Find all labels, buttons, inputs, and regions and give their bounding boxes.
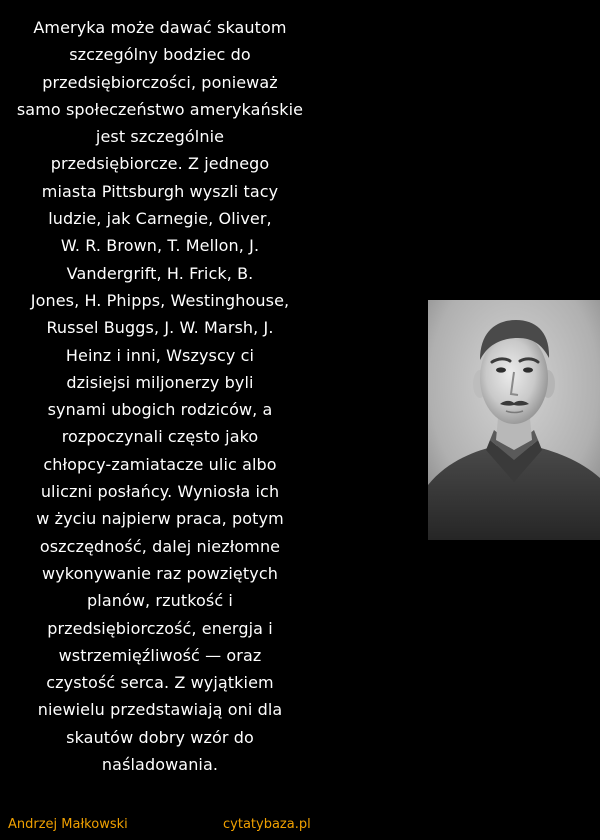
quote-line: dzisiejsi miljonerzy byli (66, 372, 254, 392)
quote-line: oszczędność, dalej niezłomne (39, 536, 281, 556)
author-portrait (428, 300, 600, 540)
quote-line: W. R. Brown, T. Mellon, J. (60, 236, 260, 256)
quote-line: wykonywanie raz powziętych (42, 563, 278, 583)
quote-line: synami ubogich rodziców, a (47, 400, 273, 420)
quote-line: skautów dobry wzór do (66, 727, 254, 747)
quote-line: ludzie, jak Carnegie, Oliver, (48, 209, 272, 229)
quote-line: przedsiębiorczości, ponieważ (42, 72, 278, 92)
quote-line: szczególny bodziec do (69, 45, 251, 65)
quote-line: przedsiębiorczość, energja i (47, 618, 273, 638)
author-name: Andrzej Małkowski (8, 817, 128, 832)
quote-line: Jones, H. Phipps, Westinghouse, (30, 290, 290, 310)
site-name[interactable]: cytatybaza.pl (223, 817, 311, 832)
quote-line: w życiu najpierw praca, potym (36, 509, 284, 529)
quote-line: Vandergrift, H. Frick, B. (66, 263, 254, 283)
quote-line: naśladowania. (101, 755, 219, 775)
quote-line: Russel Buggs, J. W. Marsh, J. (46, 318, 274, 338)
quote-line: jest szczególnie (95, 127, 225, 147)
quote-line: wstrzemięźliwość — oraz (58, 645, 262, 665)
quote-line: samo społeczeństwo amerykańskie (16, 99, 304, 119)
quote-line: uliczni posłańcy. Wyniosła ich (40, 482, 280, 502)
quote-line: Ameryka może dawać skautom (33, 18, 287, 37)
quote-line: przedsiębiorcze. Z jednego (50, 154, 270, 174)
quote-line: miasta Pittsburgh wyszli tacy (41, 181, 279, 201)
quote-line: chłopcy-zamiatacze ulic albo (43, 454, 277, 474)
quote-text (0, 14, 320, 778)
quote-line: planów, rzutkość i (87, 591, 233, 611)
quote-line: czystość serca. Z wyjątkiem (46, 673, 274, 693)
quote-line: niewielu przedstawiają oni dla (37, 700, 283, 720)
quote-line: Heinz i inni, Wszyscy ci (65, 345, 255, 365)
quote-line: rozpoczynali często jako (61, 427, 259, 447)
